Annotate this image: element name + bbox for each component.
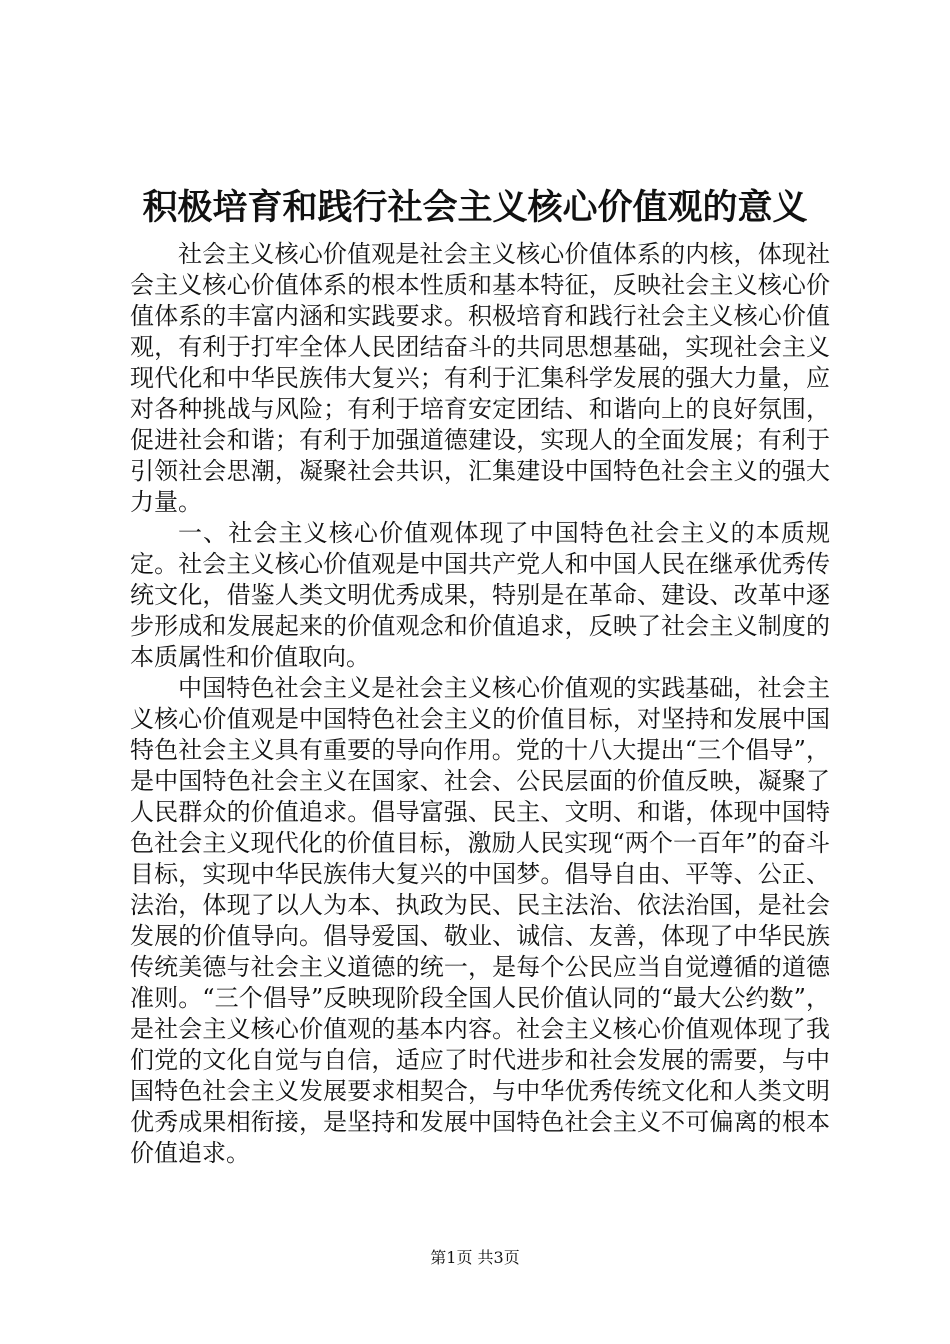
- document-title: 积极培育和践行社会主义核心价值观的意义: [142, 187, 808, 228]
- document-body: [130, 239, 830, 1169]
- paragraph-section-one: 一、社会主义核心价值观体现了中国特色社会主义的本质规定。社会主义核心价值观是中国共产党人和中国人民在继承优秀传统文化，借鉴人类文明优秀成果，特别是在革命、建设、改革中逐步形成和发展起来的价值观念和价值追求，反映了社会主义制度的本质属性和价值取向。: [130, 519, 830, 671]
- paragraph-intro: 社会主义核心价值观是社会主义核心价值体系的内核，体现社会主义核心价值体系的根本性质和基本特征，反映社会主义核心价值体系的丰富内涵和实践要求。积极培育和践行社会主义核心价值观，有利于打牢全体人民团结奋斗的共同思想基础，实现社会主义现代化和中华民族伟大复兴；有利于汇集科学发展的强大力量，应对各种挑战与风险；有利于培育安定团结、和谐向上的良好氛围，促进社会和谐；有利于加强道德建设，实现人的全面发展；有利于引领社会思潮，凝聚社会共识，汇集建设中国特色社会主义的强大力量。: [130, 240, 830, 516]
- page-footer: 第1页 共3页: [430, 1248, 520, 1267]
- paragraph-socialism-basis: 中国特色社会主义是社会主义核心价值观的实践基础，社会主义核心价值观是中国特色社会主义的价值目标，对坚持和发展中国特色社会主义具有重要的导向作用。党的十八大提出“三个倡导”，是中国特色社会主义在国家、社会、公民层面的价值反映，凝聚了人民群众的价值追求。倡导富强、民主、文明、和谐，体现中国特色社会主义现代化的价值目标，激励人民实现“两个一百年”的奋斗目标，实现中华民族伟大复兴的中国梦。倡导自由、平等、公正、法治，体现了以人为本、执政为民、民主法治、依法治国，是社会发展的价值导向。倡导爱国、敬业、诚信、友善，体现了中华民族传统美德与社会主义道德的统一，是每个公民应当自觉遵循的道德准则。“三个倡导”反映现阶段全国人民价值认同的“最大公约数”，是社会主义核心价值观的基本内容。社会主义核心价值观体现了我们党的文化自觉与自信，适应了时代进步和社会发展的需要，与中国特色社会主义发展要求相契合，与中华优秀传统文化和人类文明优秀成果相衔接，是坚持和发展中国特色社会主义不可偏离的根本价值追求。: [130, 674, 830, 1167]
